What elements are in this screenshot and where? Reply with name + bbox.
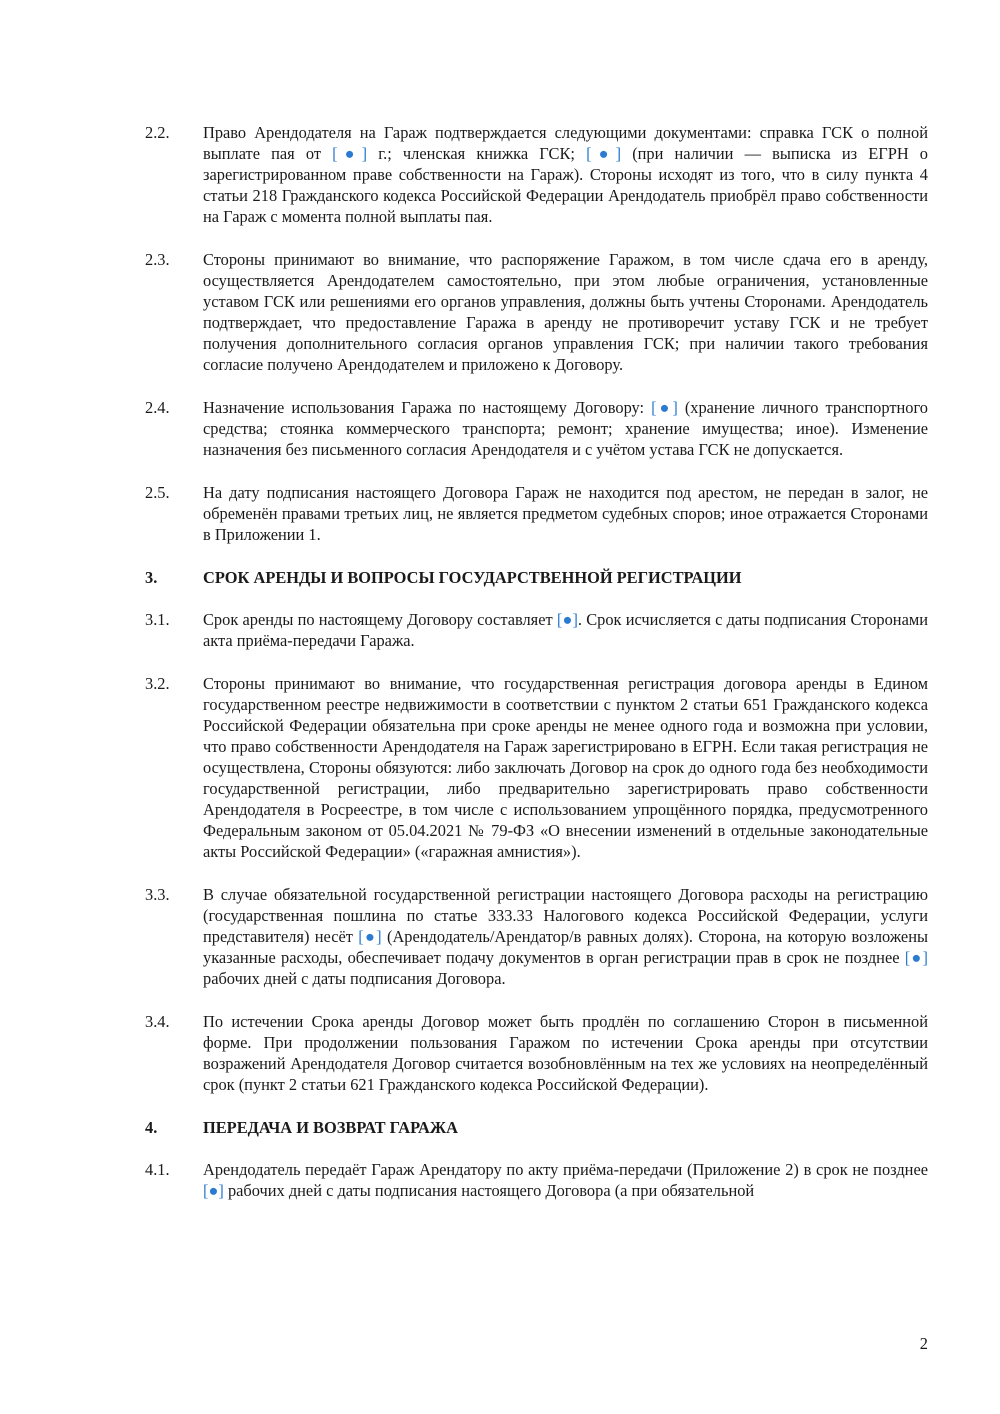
placeholder-marker: [●] — [556, 610, 578, 629]
clause-number: 3.3. — [145, 885, 170, 904]
section-number: 4. — [145, 1118, 158, 1137]
clause-text: Арендодатель передаёт Гараж Арендатору по акту приёма-передачи (Приложение 2) в срок не позднее [●] рабочих дней с даты подписания настоящего Договора (а при обязательной — [203, 1160, 928, 1200]
clause-number: 3.2. — [145, 674, 170, 693]
clause-3-4 — [145, 1011, 928, 1095]
section-title: ПЕРЕДАЧА И ВОЗВРАТ ГАРАЖА — [203, 1118, 458, 1137]
clause-text: На дату подписания настоящего Договора Гараж не находится под арестом, не передан в залог, не обременён правами третьих лиц, не является предметом судебных споров; иное отражается Сторонами в Приложении 1. — [203, 483, 928, 544]
clause-text: Стороны принимают во внимание, что государственная регистрация договора аренды в Едином государственном реестре недвижимости в соответствии с пунктом 2 статьи 651 Гражданского кодекса Российской Федерации обязательна при сроке аренды не менее одного года и возможна при условии, что право собственности Арендодателя на Гараж зарегистрировано в ЕГРН. Если такая регистрация не осуществлена, Стороны обязуются: либо заключать Договор на срок до одного года без необходимости государственной регистрации, либо предварительно зарегистрировать право собственности Арендодателя в Росреестре, в том числе с использованием упрощённого порядка, предусмотренного Федеральным законом от 05.04.2021 № 79-ФЗ «О внесении изменений в отдельные законодательные акты Российской Федерации» («гаражная амнистия»). — [203, 674, 928, 861]
clause-text: В случае обязательной государственной регистрации настоящего Договора расходы на регистрацию (государственная пошлина по статье 333.33 Налогового кодекса Российской Федерации, услуги представителя) несёт [●] (Арендодатель/Арендатор/в равных долях). Сторона, на которую возложены указанные расходы, обеспечивает подачу документов в орган регистрации прав в срок не позднее [●] рабочих дней с даты подписания Договора. — [203, 885, 928, 988]
clause-number: 2.3. — [145, 250, 170, 269]
clause-3-2 — [145, 673, 928, 862]
placeholder-marker: [●] — [904, 948, 928, 967]
clause-2-4 — [145, 397, 928, 460]
placeholder-marker: [●] — [332, 144, 368, 163]
section-heading-3 — [145, 567, 928, 588]
clause-text: Срок аренды по настоящему Договору составляет [●]. Срок исчисляется с даты подписания Сторонами акта приёма-передачи Гаража. — [203, 610, 928, 650]
clause-text: По истечении Срока аренды Договор может быть продлён по соглашению Сторон в письменной форме. При продолжении пользования Гаражом по истечении Срока аренды при отсутствии возражений Арендодателя Договор считается возобновлённым на тех же условиях на неопределённый срок (пункт 2 статьи 621 Гражданского кодекса Российской Федерации). — [203, 1012, 928, 1094]
placeholder-marker: [●] — [586, 144, 622, 163]
clause-number: 3.1. — [145, 610, 170, 629]
clause-text: Право Арендодателя на Гараж подтверждается следующими документами: справка ГСК о полной выплате пая от [●] г.; членская книжка ГСК; [●] (при наличии — выписка из ЕГРН о зарегистрированном праве собственности на Гараж). Стороны исходят из того, что в силу пункта 4 статьи 218 Гражданского кодекса Российской Федерации Арендодатель приобрёл право собственности на Гараж с момента полной выплаты пая. — [203, 123, 928, 226]
clause-3-3 — [145, 884, 928, 989]
clause-text: Стороны принимают во внимание, что распоряжение Гаражом, в том числе сдача его в аренду, осуществляется Арендодателем самостоятельно, при этом любые ограничения, установленные уставом ГСК или решениями его органов управления, должны быть учтены Сторонами. Арендодатель подтверждает, что предоставление Гаража в аренду не противоречит уставу ГСК и не требует получения дополнительного согласия органов управления ГСК; при наличии такого требования согласие получено Арендодателем и приложено к Договору. — [203, 250, 928, 374]
document-body — [145, 122, 928, 1223]
section-heading-4 — [145, 1117, 928, 1138]
clause-2-3 — [145, 249, 928, 375]
section-number: 3. — [145, 568, 158, 587]
clause-number: 2.4. — [145, 398, 170, 417]
page-number: 2 — [919, 1334, 928, 1353]
clause-text: Назначение использования Гаража по настоящему Договору: [●] (хранение личного транспортного средства; стоянка коммерческого транспорта; ремонт; хранение имущества; иное). Изменение назначения без письменного согласия Арендодателя и с учётом устава ГСК не допускается. — [203, 398, 928, 459]
placeholder-marker: [●] — [203, 1181, 224, 1200]
placeholder-marker: [●] — [358, 927, 382, 946]
placeholder-marker: [●] — [651, 398, 678, 417]
clause-number: 2.5. — [145, 483, 170, 502]
clause-number: 4.1. — [145, 1160, 170, 1179]
clause-4-1 — [145, 1159, 928, 1201]
clause-number: 2.2. — [145, 123, 170, 142]
clause-number: 3.4. — [145, 1012, 170, 1031]
clause-3-1 — [145, 609, 928, 651]
clause-2-5 — [145, 482, 928, 545]
clause-2-2 — [145, 122, 928, 227]
section-title: СРОК АРЕНДЫ И ВОПРОСЫ ГОСУДАРСТВЕННОЙ РЕГИСТРАЦИИ — [203, 568, 742, 587]
